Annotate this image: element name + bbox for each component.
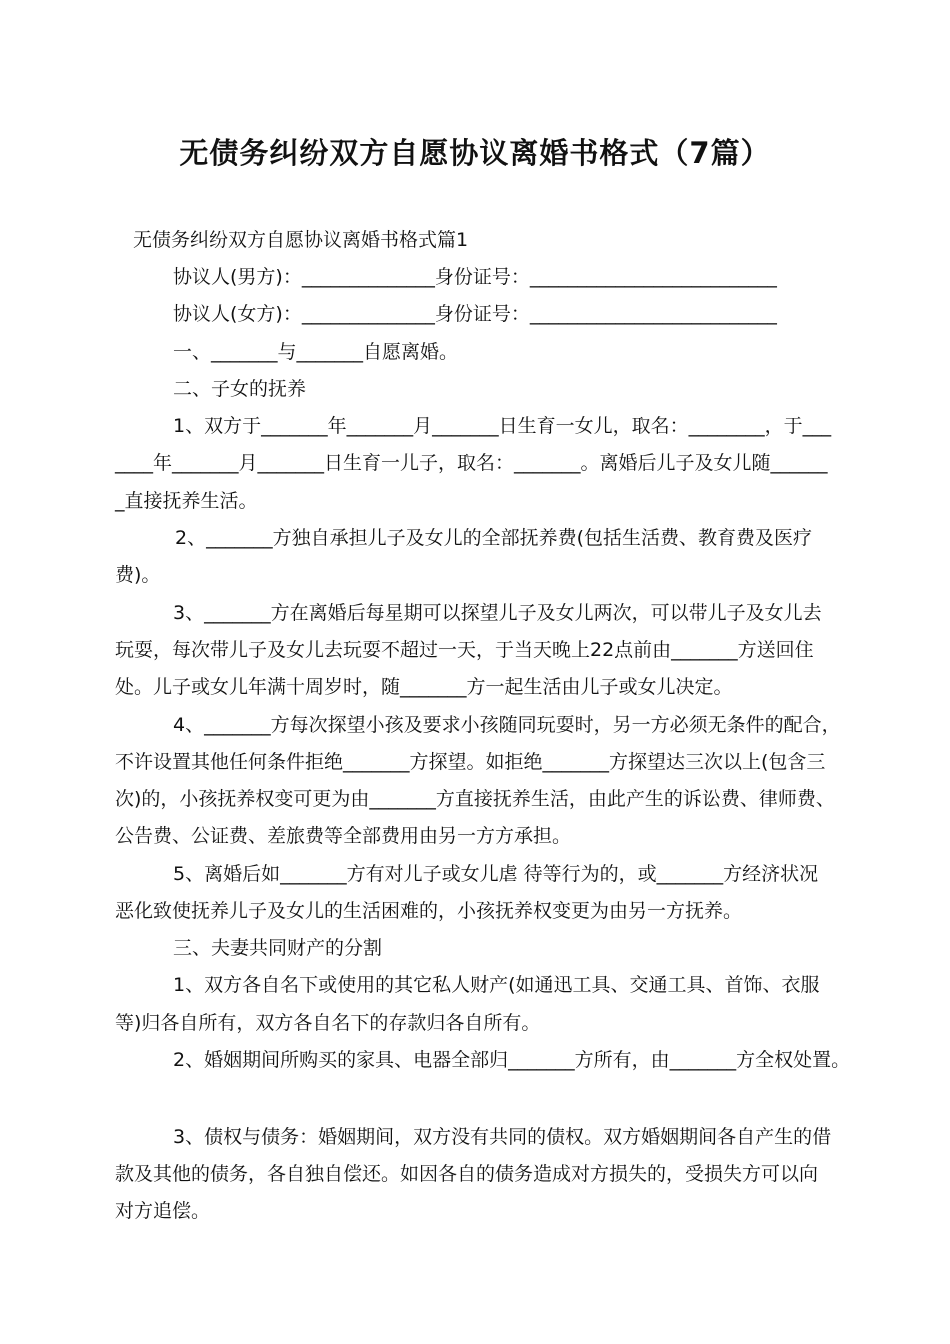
text-line: 3、_______方在离婚后每星期可以探望儿子及女儿两次，可以带儿子及女儿去 xyxy=(173,602,822,624)
text-line: 公告费、公证费、差旅费等全部费用由另一方方承担。 xyxy=(115,825,572,847)
text-line: 5、离婚后如_______方有对儿子或女儿虐 待等行为的，或_______方经济状况 xyxy=(173,863,819,885)
text-line: 协议人(女方)：______________身份证号：__________________________ xyxy=(173,303,777,325)
document-subtitle: 无债务纠纷双方自愿协议离婚书格式篇1 xyxy=(133,229,469,251)
text-line: ____年_______月_______日生育一儿子，取名：_______。离婚后儿子及女儿随______ xyxy=(115,452,828,474)
text-line: 对方追偿。 xyxy=(115,1200,211,1222)
text-line: _直接抚养生活。 xyxy=(115,490,258,512)
section-heading: 三、夫妻共同财产的分割 xyxy=(173,937,383,959)
text-line: 玩耍，每次带儿子及女儿去玩耍不超过一天，于当天晚上22点前由_______方送回住 xyxy=(115,639,814,661)
text-line: 协议人(男方)：______________身份证号：__________________________ xyxy=(173,266,777,288)
text-line: 1、双方于_______年_______月_______日生育一女儿，取名：________，于___ xyxy=(173,415,832,437)
text-line: 款及其他的债务，各自独自偿还。如因各自的债务造成对方损失的，受损失方可以向 xyxy=(115,1163,819,1185)
text-line: 处。儿子或女儿年满十周岁时，随_______方一起生活由儿子或女儿决定。 xyxy=(115,676,733,698)
text-line: 3、债权与债务：婚姻期间，双方没有共同的债权。双方婚姻期间各自产生的借 xyxy=(173,1126,832,1148)
text-line: 不许设置其他任何条件拒绝_______方探望。如拒绝_______方探望达三次以上(包含三 xyxy=(115,751,826,773)
text-line: 2、_______方独自承担儿子及女儿的全部抚养费(包括生活费、教育费及医疗 xyxy=(175,527,813,549)
document-title: 无债务纠纷双方自愿协议离婚书格式（7篇） xyxy=(179,136,771,170)
text-line: 2、婚姻期间所购买的家具、电器全部归_______方所有，由_______方全权处置。 xyxy=(173,1049,851,1071)
section-heading: 二、子女的抚养 xyxy=(173,378,307,400)
text-line: 等)归各自所有，双方各自名下的存款归各自所有。 xyxy=(115,1012,541,1034)
text-line: 次)的，小孩抚养权变可更为由_______方直接抚养生活，由此产生的诉讼费、律师费、 xyxy=(115,788,835,810)
text-line: 费)。 xyxy=(115,564,161,586)
text-line: 恶化致使抚养儿子及女儿的生活困难的，小孩抚养权变更为由另一方抚养。 xyxy=(115,900,743,922)
text-line: 4、_______方每次探望小孩及要求小孩随同玩耍时，另一方必须无条件的配合， xyxy=(173,714,841,736)
text-line: 1、双方各自名下或使用的其它私人财产(如通迅工具、交通工具、首饰、衣服 xyxy=(173,974,820,996)
text-line: 一、_______与_______自愿离婚。 xyxy=(173,341,459,363)
